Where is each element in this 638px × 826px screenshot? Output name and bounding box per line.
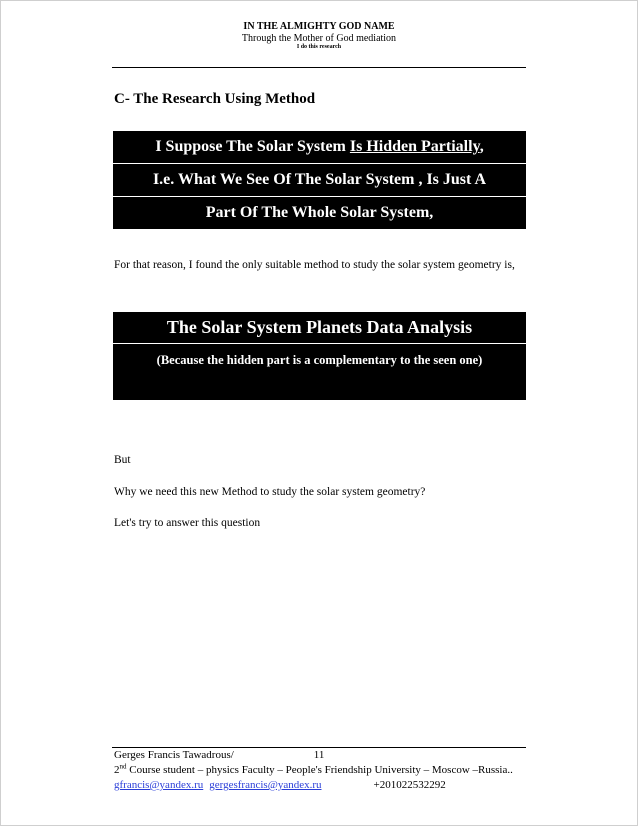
paragraph-question: Why we need this new Method to study the solar system geometry? xyxy=(114,486,426,498)
paragraph-answer-intro: Let's try to answer this question xyxy=(114,517,261,529)
footer-author: Gerges Francis Tawadrous/ xyxy=(114,749,234,761)
hypothesis-line-1-start: I Suppose The Solar System xyxy=(155,138,350,155)
hypothesis-line-1 xyxy=(113,131,526,164)
page-footer xyxy=(114,748,528,793)
footer-course-text: Course student – physics Faculty – People's Friendship University – Moscow –Russia.. xyxy=(126,764,513,776)
method-paragraph: For that reason, I found the only suitable method to study the solar system geometry is, xyxy=(114,259,515,271)
hypothesis-line-3: Part Of The Whole Solar System, xyxy=(205,204,434,221)
email-link-1[interactable]: gfrancis@yandex.ru xyxy=(114,779,204,791)
method-subtitle: (Because the hidden part is a complementary to the seen one) xyxy=(156,353,483,367)
header-subtitle: Through the Mother of God mediation xyxy=(241,32,397,44)
footer-line-3 xyxy=(114,778,528,793)
footer-course-number: 2 xyxy=(114,764,120,776)
header-title: IN THE ALMIGHTY GOD NAME xyxy=(243,21,395,32)
hypothesis-box xyxy=(113,131,526,229)
email-link-2[interactable]: gergesfrancis@yandex.ru xyxy=(209,779,322,791)
paragraph-but: But xyxy=(114,454,131,466)
method-box xyxy=(113,312,526,400)
section-title: C- The Research Using Method xyxy=(114,91,316,107)
method-title: The Solar System Planets Data Analysis xyxy=(113,312,526,344)
hypothesis-underlined-phrase: Is Hidden Partially xyxy=(349,138,480,155)
footer-line-2 xyxy=(114,763,528,778)
footer-phone: +201022532292 xyxy=(373,779,446,791)
page-header xyxy=(112,21,526,51)
footer-course-sup: nd xyxy=(119,762,127,771)
header-divider xyxy=(112,67,526,68)
hypothesis-line-2: I.e. What We See Of The Solar System , Is Just A xyxy=(113,164,526,197)
hypothesis-line-1-end: , xyxy=(479,138,484,155)
footer-line-1 xyxy=(114,748,528,763)
page-number: 11 xyxy=(313,749,325,761)
header-note: I do this research xyxy=(296,44,342,50)
